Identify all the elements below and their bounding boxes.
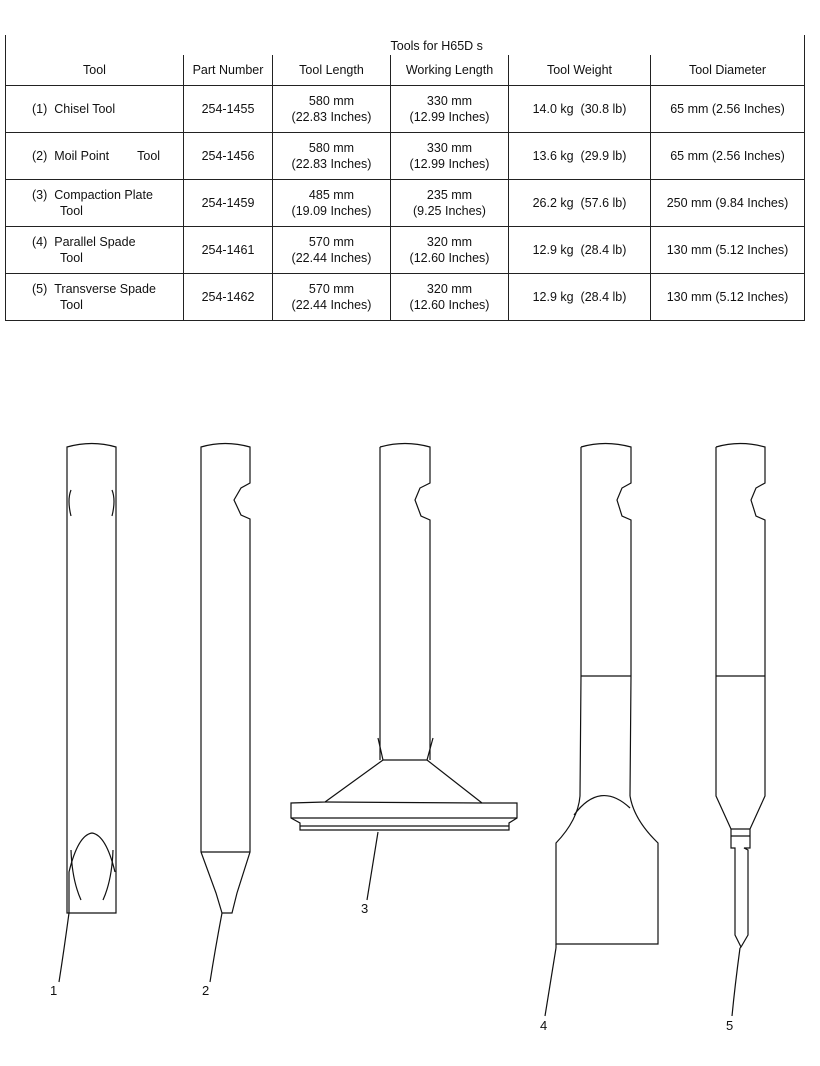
table-row — [6, 227, 805, 274]
tool-length-in: (22.83 Inches) — [291, 157, 372, 171]
chisel-tool-drawing — [67, 444, 116, 914]
part-number-cell: 254-1461 — [184, 227, 273, 274]
tool-weight-cell: 12.9 kg (28.4 lb) — [509, 274, 651, 321]
working-length-mm: 235 mm — [426, 188, 473, 202]
tool-name-cont: Tool — [60, 204, 83, 218]
tool-number: (4) — [32, 235, 48, 249]
part-number-cell: 254-1459 — [184, 180, 273, 227]
working-length-mm: 330 mm — [426, 94, 473, 108]
tool-name-cell — [6, 180, 184, 227]
working-length-in: (12.99 Inches) — [409, 157, 490, 171]
working-length-in: (12.99 Inches) — [409, 110, 490, 124]
tools-table — [5, 35, 805, 321]
tool-name-cont: Tool — [60, 298, 83, 312]
moil-point-tool-drawing — [201, 444, 250, 914]
tool-name: Chisel Tool — [54, 102, 116, 116]
working-length-in: (12.60 Inches) — [409, 298, 490, 312]
tool-name: Transverse Spade — [54, 282, 156, 296]
tool-diameter-cell: 130 mm (5.12 Inches) — [651, 227, 805, 274]
tool-length-in: (22.44 Inches) — [291, 251, 372, 265]
header-tool: Tool — [6, 55, 184, 86]
tool-name-cell — [6, 133, 184, 180]
tool-number: (3) — [32, 188, 48, 202]
tool-name-cell — [6, 86, 184, 133]
tool-length-cell — [273, 133, 391, 180]
header-part-number: Part Number — [184, 55, 273, 86]
working-length-cell — [391, 274, 509, 321]
table-caption-row — [6, 35, 805, 55]
tool-length-mm: 485 mm — [308, 188, 355, 202]
tool-number: (5) — [32, 282, 48, 296]
table-row — [6, 180, 805, 227]
working-length-mm: 320 mm — [426, 235, 473, 249]
tool-length-cell — [273, 227, 391, 274]
tool-length-mm: 570 mm — [308, 282, 355, 296]
tool-name: Parallel Spade — [54, 235, 136, 249]
callout-3: 3 — [361, 901, 369, 916]
tool-length-mm: 580 mm — [308, 94, 355, 108]
callout-leaders — [59, 832, 740, 1016]
tool-name-cont: Tool — [137, 149, 161, 163]
tool-number: (1) — [32, 102, 48, 116]
tool-diameter-cell: 250 mm (9.84 Inches) — [651, 180, 805, 227]
tool-name-cell — [6, 227, 184, 274]
part-number-cell: 254-1462 — [184, 274, 273, 321]
header-tool-length: Tool Length — [273, 55, 391, 86]
part-number-cell: 254-1455 — [184, 86, 273, 133]
header-tool-diameter: Tool Diameter — [651, 55, 805, 86]
table-row — [6, 133, 805, 180]
callout-4: 4 — [540, 1018, 548, 1033]
tool-weight-cell: 13.6 kg (29.9 lb) — [509, 133, 651, 180]
tool-weight-cell: 12.9 kg (28.4 lb) — [509, 227, 651, 274]
working-length-cell — [391, 227, 509, 274]
callout-2: 2 — [202, 983, 210, 998]
working-length-in: (12.60 Inches) — [409, 251, 490, 265]
working-length-cell — [391, 133, 509, 180]
tool-length-mm: 570 mm — [308, 235, 355, 249]
tool-length-cell — [273, 274, 391, 321]
parallel-spade-tool-drawing — [556, 444, 658, 949]
tool-name-cell — [6, 274, 184, 321]
transverse-spade-tool-drawing — [716, 444, 765, 949]
working-length-cell — [391, 180, 509, 227]
tool-length-cell — [273, 86, 391, 133]
header-tool-weight: Tool Weight — [509, 55, 651, 86]
table-row — [6, 274, 805, 321]
tool-name: Moil Point — [54, 149, 110, 163]
tool-length-in: (22.83 Inches) — [291, 110, 372, 124]
callout-5: 5 — [726, 1018, 734, 1033]
tool-length-cell — [273, 180, 391, 227]
table-caption: Tools for H65D s — [390, 39, 483, 53]
working-length-in: (9.25 Inches) — [413, 204, 486, 218]
tool-length-mm: 580 mm — [308, 141, 355, 155]
table-row — [6, 86, 805, 133]
tool-length-in: (19.09 Inches) — [291, 204, 372, 218]
working-length-mm: 320 mm — [426, 282, 473, 296]
tool-diameter-cell: 65 mm (2.56 Inches) — [651, 133, 805, 180]
header-working-length: Working Length — [391, 55, 509, 86]
tool-number: (2) — [32, 149, 48, 163]
tool-diameter-cell: 130 mm (5.12 Inches) — [651, 274, 805, 321]
callout-1: 1 — [50, 983, 58, 998]
table-header-row — [6, 55, 805, 86]
tool-name: Compaction Plate — [54, 188, 153, 202]
part-number-cell: 254-1456 — [184, 133, 273, 180]
tool-weight-cell: 14.0 kg (30.8 lb) — [509, 86, 651, 133]
tool-weight-cell: 26.2 kg (57.6 lb) — [509, 180, 651, 227]
working-length-cell — [391, 86, 509, 133]
working-length-mm: 330 mm — [426, 141, 473, 155]
compaction-plate-tool-drawing — [291, 444, 517, 831]
tool-length-in: (22.44 Inches) — [291, 298, 372, 312]
tool-diameter-cell: 65 mm (2.56 Inches) — [651, 86, 805, 133]
tool-name-cont: Tool — [60, 251, 83, 265]
